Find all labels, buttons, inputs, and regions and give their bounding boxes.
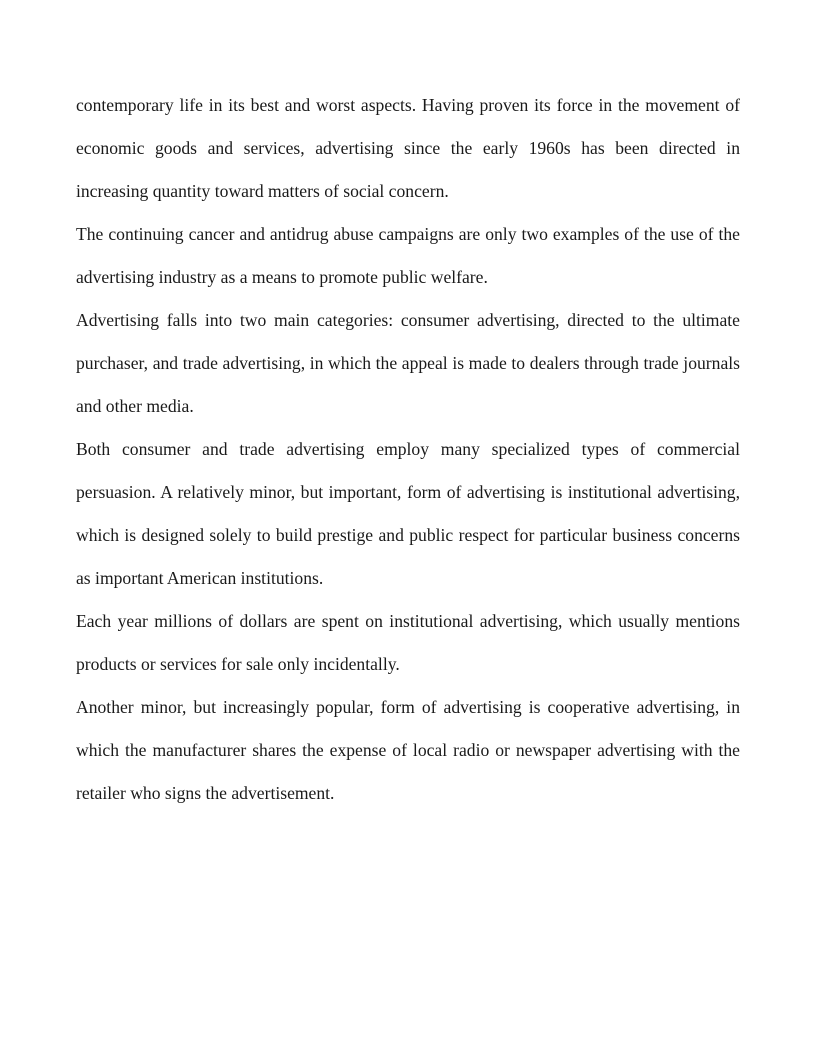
- document-page: [76, 84, 740, 815]
- paragraph-4: Both consumer and trade advertising employ many specialized types of commercial persuasion. A relatively minor, but important, form of advertising is institutional advertising, which is designed solely to build prestige and public respect for particular business concerns as important American institutions.: [76, 439, 740, 588]
- paragraph-3: Advertising falls into two main categories: consumer advertising, directed to the ultimate purchaser, and trade advertising, in which the appeal is made to dealers through trade journals and other media.: [76, 310, 740, 416]
- paragraph-2: The continuing cancer and antidrug abuse campaigns are only two examples of the use of the advertising industry as a means to promote public welfare.: [76, 224, 740, 287]
- paragraph-6: Another minor, but increasingly popular, form of advertising is cooperative advertising, in which the manufacturer shares the expense of local radio or newspaper advertising with the retailer who signs the advertisement.: [76, 697, 740, 803]
- paragraph-1: contemporary life in its best and worst aspects. Having proven its force in the movement of economic goods and services, advertising since the early 1960s has been directed in increasing quantity toward matters of social concern.: [76, 95, 740, 201]
- paragraph-5: Each year millions of dollars are spent on institutional advertising, which usually mentions products or services for sale only incidentally.: [76, 611, 740, 674]
